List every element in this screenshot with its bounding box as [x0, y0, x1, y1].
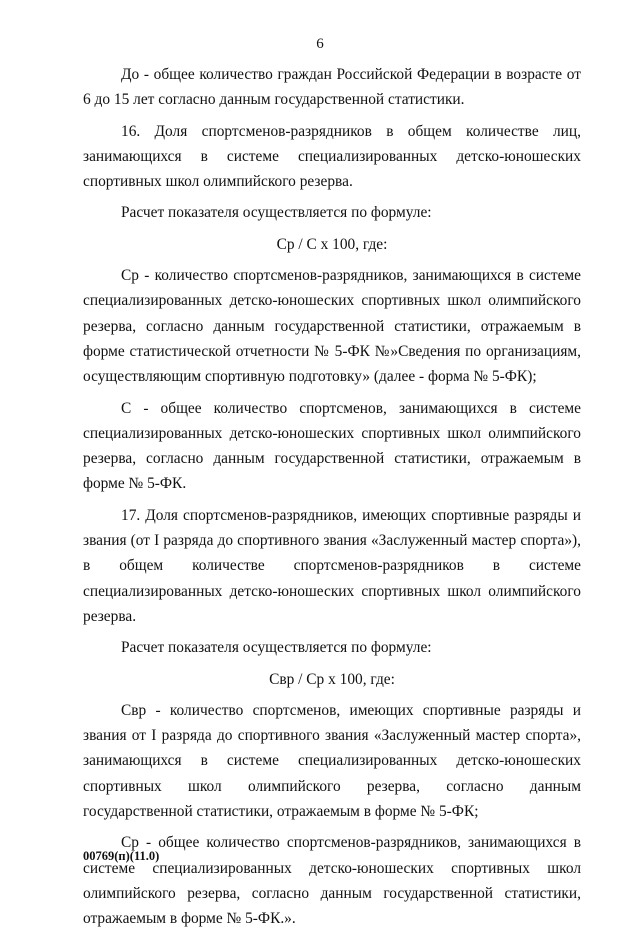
document-code: 00769(п)(11.0) — [83, 849, 160, 863]
paragraph-formula-intro-16: Расчет показателя осуществляется по формуле: — [121, 204, 432, 222]
page-number: 6 — [316, 36, 324, 52]
paragraph-cp-definition: Ср - количество спортсменов-разрядников, занимающихся в системе специализированных детско-юношеских спортивных школ олимпийского резерва, согласно данным государственной статистики, отражаемым в форме статистической отчетности № 5-ФК №»Сведения по организациям, осуществляющим спортивную подготовку» (далее - форма № 5-ФК); — [83, 267, 581, 386]
paragraph-formula-intro-17: Расчет показателя осуществляется по формуле: — [121, 639, 432, 657]
paragraph-c-definition: С - общее количество спортсменов, занимающихся в системе специализированных детско-юношеских спортивных школ олимпийского резерва, согласно данным государственной статистики, отражаемым в форме № 5-ФК. — [83, 399, 581, 493]
paragraph-item-17: 17. Доля спортсменов-разрядников, имеющих спортивные разряды и звания (от I разряда до спортивного звания «Заслуженный мастер спорта»), в общем количестве спортсменов-разрядников в системе специализированных детско-юношеских спортивных школ олимпийского резерва. — [83, 506, 581, 625]
formula-16: Ср / С х 100, где: — [276, 235, 388, 253]
paragraph-cp-total-definition: Ср - общее количество спортсменов-разрядников, занимающихся в системе специализированных детско-юношеских спортивных школ олимпийского резерва, согласно данным государственной статистики, отражаемым в форме № 5-ФК.». — [83, 834, 581, 928]
document-body — [83, 62, 581, 932]
paragraph-do-definition: До - общее количество граждан Российской Федерации в возрасте от 6 до 15 лет согласно данным государственной статистики. — [83, 66, 581, 109]
paragraph-item-16: 16. Доля спортсменов-разрядников в общем количестве лиц, занимающихся в системе специализированных детско-юношеских спортивных школ олимпийского резерва. — [83, 122, 581, 191]
formula-17: Свр / Ср х 100, где: — [269, 670, 395, 688]
paragraph-svr-definition: Свр - количество спортсменов, имеющих спортивные разряды и звания от I разряда до спортивного звания «Заслуженный мастер спорта», занимающихся в системе специализированных детско-юношеских спортивных школ олимпийского резерва, согласно данным государственной статистики, отражаемым в форме № 5-ФК; — [83, 701, 581, 821]
